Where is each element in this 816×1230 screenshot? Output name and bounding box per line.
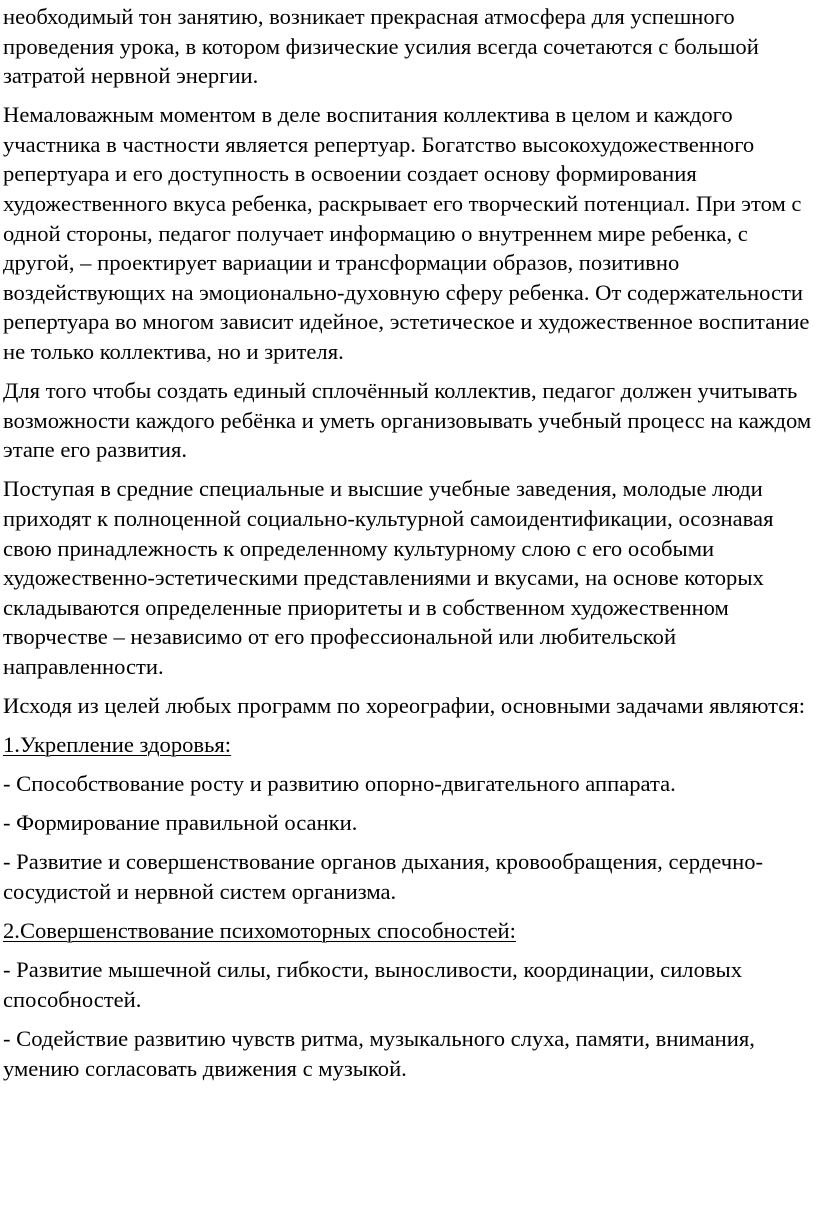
paragraph-self-identification: Поступая в средние специальные и высшие учебные заведения, молодые люди приходят к полноценной социально-культурной самоидентификации, осознавая свою принадлежность к определенному культурному слою с его особыми художественно-эстетическими представлениями и вкусами, на основе которых складываются определенные приоритеты и в собственном художественном творчестве – независимо от его профессиональной или любительской направленности.	[3, 476, 774, 679]
list-item-posture: - Формирование правильной осанки.	[3, 810, 358, 836]
heading-health: 1.Укрепление здоровья:	[3, 732, 232, 758]
paragraph-tasks-intro: Исходя из целей любых программ по хореографии, основными задачами являются:	[3, 693, 805, 719]
paragraph-repertoire: Немаловажным моментом в деле воспитания коллектива в целом и каждого участника в частности является репертуар. Богатство высокохудожественного репертуара и его доступность в освоении создает основу формирования художественного вкуса ребенка, раскрывает его творческий потенциал. При этом с одной стороны, педагог получает информацию о внутреннем мире ребенка, с другой, – проектирует вариации и трансформации образов, позитивно воздействующих на эмоционально-духовную сферу ребенка. От содержательности репертуара во многом зависит идейное, эстетическое и художественное воспитание не только коллектива, но и зрителя.	[3, 102, 810, 365]
list-item-rhythm: - Содействие развитию чувств ритма, музыкального слуха, памяти, внимания, умению согласовать движения с музыкой.	[3, 1025, 755, 1081]
list-item-respiratory: - Развитие и совершенствование органов дыхания, кровообращения, сердечно-сосудистой и нервной систем организма.	[3, 849, 764, 905]
heading-psychomotor: 2.Совершенствование психомоторных способностей:	[3, 918, 516, 944]
paragraph-intro-continuation: необходимый тон занятию, возникает прекрасная атмосфера для успешного проведения урока, в котором физические усилия всегда сочетаются с большой затратой нервной энергии.	[3, 4, 759, 89]
list-item-musculoskeletal: - Способствование росту и развитию опорно-двигательного аппарата.	[3, 771, 676, 797]
paragraph-collective: Для того чтобы создать единый сплочённый коллектив, педагог должен учитывать возможности каждого ребёнка и уметь организовывать учебный процесс на каждом этапе его развития.	[3, 378, 812, 463]
list-item-strength: - Развитие мышечной силы, гибкости, выносливости, координации, силовых способностей.	[3, 957, 743, 1012]
